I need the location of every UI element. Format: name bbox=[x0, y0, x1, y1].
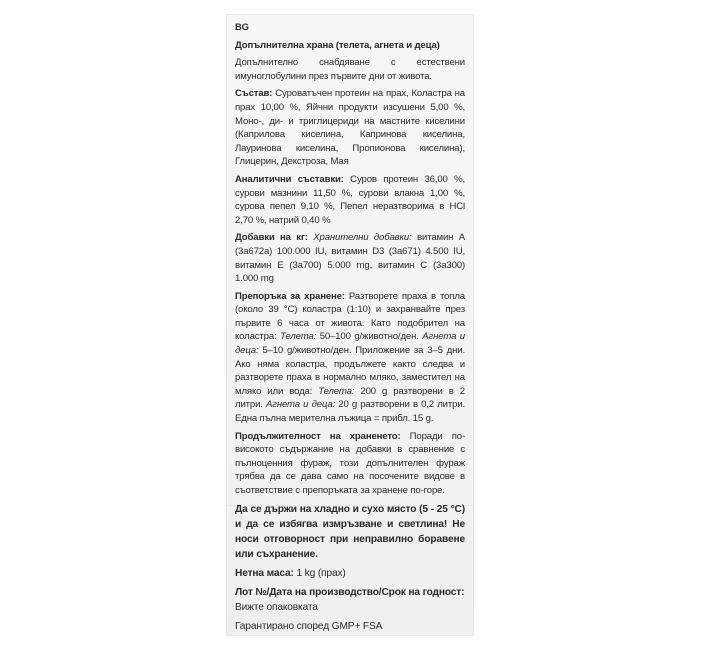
feeding-lambs-2: Агнета и деца: bbox=[262, 399, 336, 411]
additives-label: Добавки на кг: bbox=[235, 232, 308, 244]
feeding-text-5: 20 g разтворени в 0,2 литри. Една пълна мерителна лъжица = прибл. 15 g. bbox=[235, 399, 466, 425]
lot-value: Вижте опаковката bbox=[235, 601, 318, 613]
storage-warning: Да се държи на хладно и сухо място (5 - 25 °C) и да се избягва измръзване и светлина! Не носи отговорност при неправилно боравене или съхранение. bbox=[235, 503, 465, 560]
net-mass-label: Нетна маса: bbox=[235, 567, 294, 579]
feeding-text-2: 50–100 g/животно/ден. bbox=[316, 331, 419, 343]
lot-section bbox=[235, 585, 465, 615]
net-mass-section bbox=[235, 566, 465, 581]
composition-label: Състав: bbox=[235, 88, 273, 100]
analytical-text: Суров протеин 36,00 %, сурови мазнини 11,50 %, сурови влакна 1,00 %, сурова пепел 9,10 %, Пепел неразтворима в HCl 2,70 %, натрий 0,40 % bbox=[235, 173, 465, 226]
analytical-section bbox=[235, 173, 465, 227]
feeding-text-1: Разтворете праха в топла (около 39 °C) коластра (1:10) и захранвайте през първите 6 часа от живота. Като подобрител на коластра: bbox=[235, 290, 465, 343]
additives-italic: Хранителни добавки: bbox=[307, 232, 412, 244]
lot-label: Лот №/Дата на производство/Срок на годност: bbox=[235, 586, 465, 598]
intro-text: Допълнително снабдяване с естествени имуноглобулини през първите дни от живота. bbox=[235, 57, 465, 82]
feeding-text-4: 200 g разтворени в 2 литри. bbox=[235, 385, 465, 411]
feeding-lambs-1: Агнета и деца: bbox=[235, 331, 465, 357]
feeding-section bbox=[235, 290, 465, 426]
country-code: BG bbox=[235, 21, 249, 32]
feeding-label: Препоръка за хранене: bbox=[235, 290, 345, 302]
composition-text: Суроватъчен протеин на прах, Коластра на прах 10,00 %, Яйчни продукти изсушени 5,00 %, Моно-, ди- и триглицериди на мастните киселини (Каприлова киселина, Капринова киселина, Лауринова киселина, Пропионова киселина), Глицерин, Декстроза, Мая bbox=[235, 88, 465, 168]
duration-section bbox=[235, 430, 465, 498]
feeding-calves-2: Телета: bbox=[312, 385, 355, 397]
product-subtitle: Допълнителна храна (телета, агнета и деца) bbox=[235, 39, 440, 51]
duration-label: Продължителност на храненето: bbox=[235, 430, 401, 442]
additives-section bbox=[235, 231, 465, 285]
feeding-text-3: 5–10 g/животно/ден. Приложение за 3–5 дни. Ако няма коластра, продължете както следва и разтворете праха в нормално мляко, заместител на мляко или вода: bbox=[235, 345, 465, 397]
guarantee-text: Гарантирано според GMP+ FSA bbox=[235, 620, 383, 632]
analytical-label: Аналитични съставки: bbox=[235, 173, 344, 185]
composition-section bbox=[235, 87, 465, 169]
net-mass-value: 1 kg (прах) bbox=[293, 567, 346, 579]
label-text-block bbox=[235, 20, 465, 638]
duration-text: Поради по-високото съдържание на добавки в сравнение с пълноценния фураж, този допълнителен фураж трябва да се дава само на посочените видове в съответствие с препоръката за хранене по-горе. bbox=[235, 430, 465, 496]
additives-text: витамин A (3a672a) 100.000 IU, витамин D3 (3a671) 4.500 IU, витамин E (3a700) 5.000 mg, витамин C (3a300) 1.000 mg bbox=[235, 232, 465, 285]
feeding-calves-1: Телета: bbox=[276, 331, 317, 343]
